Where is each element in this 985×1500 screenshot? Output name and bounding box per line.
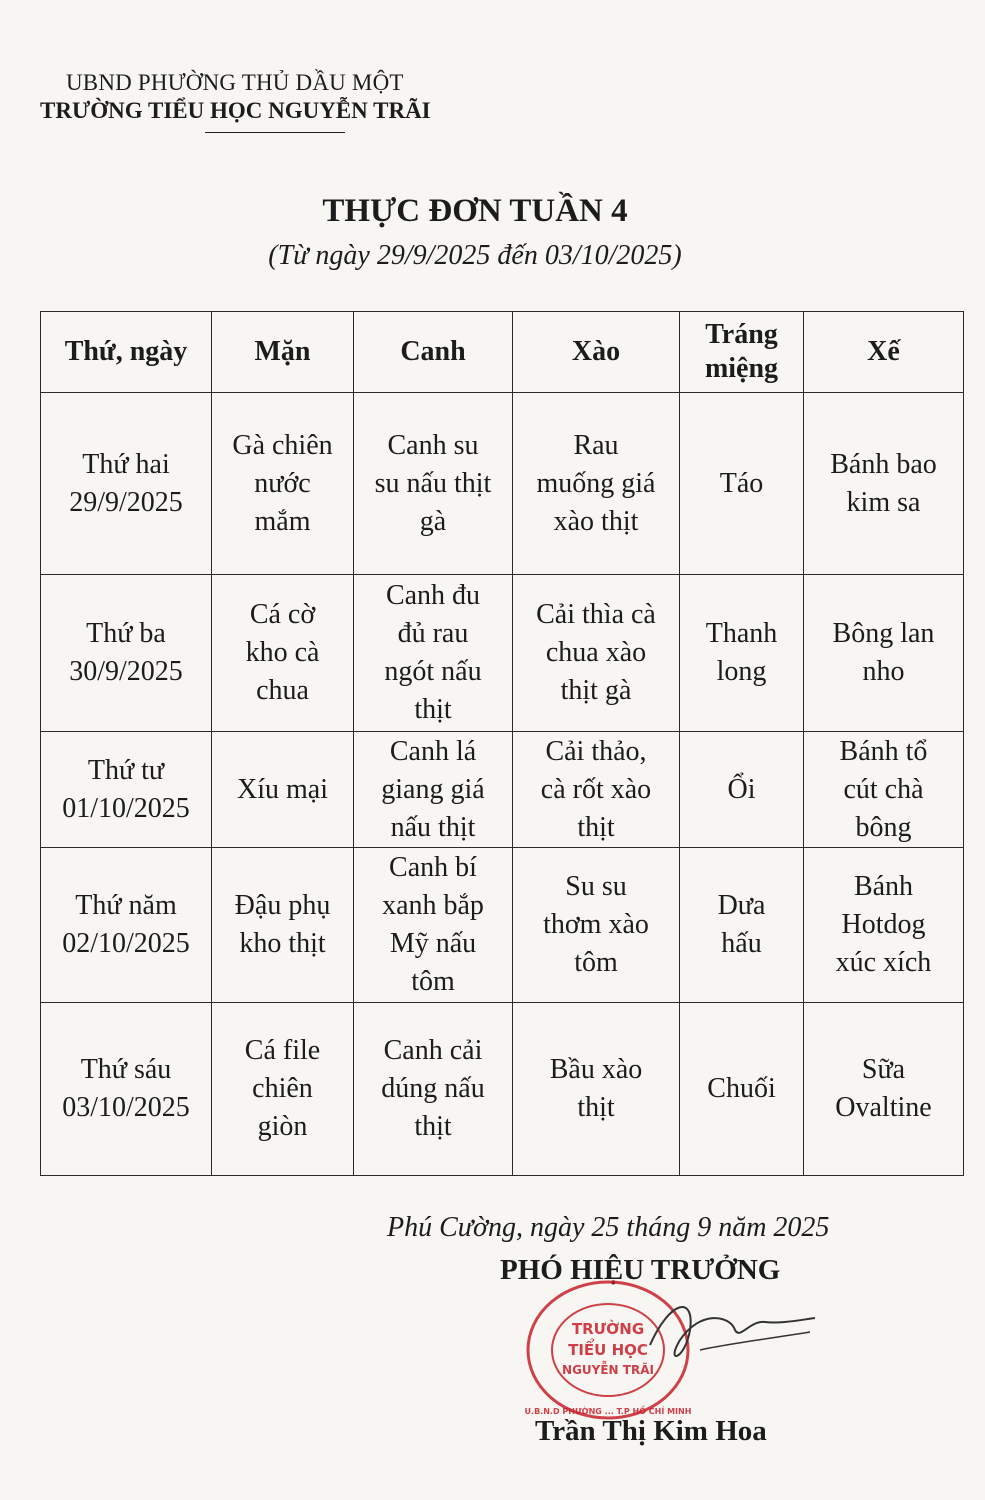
school-name: TRƯỜNG TIỂU HỌC NGUYỄN TRÃI: [40, 98, 431, 123]
stamp-line-1: TRƯỜNG: [571, 1320, 645, 1338]
cell-soup: Canh bí xanh bắp Mỹ nấu tôm: [354, 848, 513, 1003]
weekly-menu-table: [40, 311, 964, 1176]
cell-day: Thứ tư 01/10/2025: [41, 732, 212, 848]
cell-stirfry: Su su thơm xào tôm: [513, 848, 680, 1003]
cell-snack: Sữa Ovaltine: [804, 1003, 964, 1176]
cell-soup: Canh su su nấu thịt gà: [354, 393, 513, 575]
cell-day: Thứ năm 02/10/2025: [41, 848, 212, 1003]
cell-snack: Bánh bao kim sa: [804, 393, 964, 575]
table-header-row: [41, 312, 964, 393]
cell-dessert: Chuối: [680, 1003, 804, 1176]
cell-dessert: Táo: [680, 393, 804, 575]
cell-stirfry: Cải thìa cà chua xào thịt gà: [513, 575, 680, 732]
signer-name: Trần Thị Kim Hoa: [535, 1415, 767, 1447]
handwritten-signature: [640, 1290, 820, 1370]
signer-role: PHÓ HIỆU TRƯỞNG: [500, 1254, 781, 1286]
stamp-line-3: NGUYỄN TRÃI: [562, 1363, 654, 1377]
header-underline: [205, 132, 345, 133]
stamp-line-2: TIỂU HỌC: [568, 1341, 648, 1359]
stamp-ring-text: U.B.N.D PHƯỜNG ... T.P HỒ CHÍ MINH: [524, 1407, 692, 1416]
column-header-day: Thứ, ngày: [41, 312, 212, 393]
column-header-stirfry: Xào: [513, 312, 680, 393]
cell-snack: Bông lan nho: [804, 575, 964, 732]
cell-stirfry: Bầu xào thịt: [513, 1003, 680, 1176]
place-and-date: Phú Cường, ngày 25 tháng 9 năm 2025: [387, 1212, 830, 1243]
cell-stirfry: Rau muống giá xào thịt: [513, 393, 680, 575]
cell-dessert: Thanh long: [680, 575, 804, 732]
column-header-dessert: Tráng miệng: [680, 312, 804, 393]
cell-main: Cá cờ kho cà chua: [212, 575, 354, 732]
cell-day: Thứ sáu 03/10/2025: [41, 1003, 212, 1176]
table-row: [41, 393, 964, 575]
cell-day: Thứ hai 29/9/2025: [41, 393, 212, 575]
column-header-snack: Xế: [804, 312, 964, 393]
table-row: [41, 575, 964, 732]
cell-main: Cá file chiên giòn: [212, 1003, 354, 1176]
cell-snack: Bánh Hotdog xúc xích: [804, 848, 964, 1003]
table-row: [41, 1003, 964, 1176]
cell-day: Thứ ba 30/9/2025: [41, 575, 212, 732]
authority-name: UBND PHƯỜNG THỦ DẦU MỘT: [66, 70, 404, 95]
menu-date-range: (Từ ngày 29/9/2025 đến 03/10/2025): [268, 240, 682, 271]
cell-soup: Canh lá giang giá nấu thịt: [354, 732, 513, 848]
cell-snack: Bánh tổ cút chà bông: [804, 732, 964, 848]
table-row: [41, 732, 964, 848]
column-header-main: Mặn: [212, 312, 354, 393]
cell-soup: Canh cải dúng nấu thịt: [354, 1003, 513, 1176]
menu-title: THỰC ĐƠN TUẦN 4: [322, 193, 628, 229]
cell-dessert: Ổi: [680, 732, 804, 848]
cell-main: Gà chiên nước mắm: [212, 393, 354, 575]
cell-main: Xíu mại: [212, 732, 354, 848]
column-header-soup: Canh: [354, 312, 513, 393]
document-header: [40, 70, 431, 124]
cell-soup: Canh đu đủ rau ngót nấu thịt: [354, 575, 513, 732]
cell-stirfry: Cải thảo, cà rốt xào thịt: [513, 732, 680, 848]
table-row: [41, 848, 964, 1003]
cell-main: Đậu phụ kho thịt: [212, 848, 354, 1003]
cell-dessert: Dưa hấu: [680, 848, 804, 1003]
